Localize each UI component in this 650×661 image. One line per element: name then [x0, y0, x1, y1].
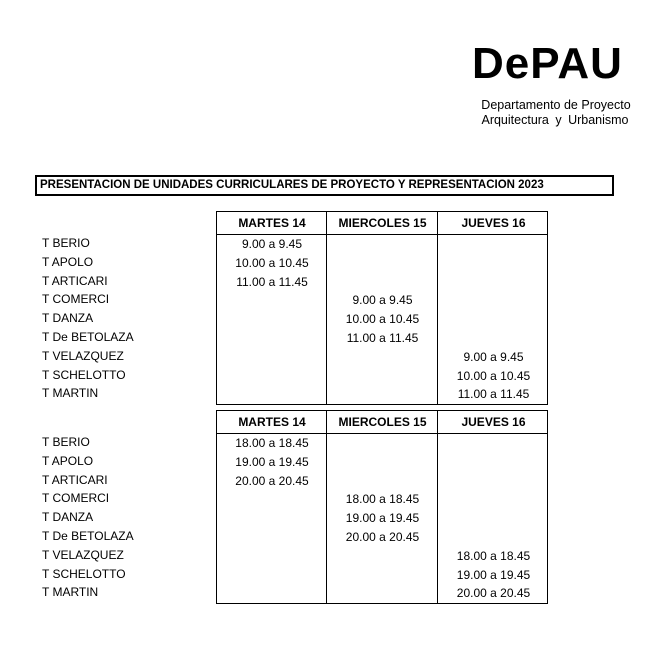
teacher-name: T ARTICARI: [42, 472, 108, 487]
teacher-name: T MARTIN: [42, 585, 99, 600]
time-slot: 11.00 a 11.45: [346, 331, 419, 345]
time-slot: 11.00 a 11.45: [457, 387, 530, 402]
teacher-name: T VELAZQUEZ: [42, 547, 124, 562]
teacher-name: T MARTIN: [42, 386, 99, 401]
teacher-name: T DANZA: [42, 510, 94, 525]
time-slot: 9.00 a 9.45: [241, 237, 303, 251]
time-slot: 10.00 a 10.45: [456, 368, 531, 383]
teacher-name: T De BETOLAZA: [42, 528, 134, 543]
department-name: [470, 98, 640, 128]
time-slot: 11.00 a 11.45: [236, 274, 308, 289]
teacher-name-list: [42, 433, 134, 602]
teacher-name: T COMERCI: [42, 292, 110, 307]
depau-logo: DePAU: [472, 39, 623, 88]
column-header: MIERCOLES 15: [338, 216, 427, 230]
teacher-name: T BERIO: [42, 435, 90, 449]
teacher-name: T SCHELOTTO: [42, 566, 126, 581]
time-slot: 18.00 a 18.45: [456, 548, 531, 563]
teacher-name: T BERIO: [42, 236, 90, 250]
time-slot: 20.00 a 20.45: [235, 473, 309, 488]
time-slot: 19.00 a 19.45: [235, 454, 309, 469]
teacher-name: T COMERCI: [42, 491, 110, 506]
page-title-banner: PRESENTACION DE UNIDADES CURRICULARES DE PROYECTO Y REPRESENTACION 2023: [35, 175, 614, 196]
column-header: JUEVES 16: [461, 415, 526, 429]
time-slot: 20.00 a 20.45: [456, 586, 531, 601]
column-header: JUEVES 16: [461, 216, 526, 230]
time-slot: 19.00 a 19.45: [456, 567, 531, 582]
time-slot: 9.00 a 9.45: [352, 293, 413, 308]
teacher-name: T DANZA: [42, 311, 94, 326]
teacher-name: T De BETOLAZA: [42, 329, 134, 344]
schedule-table: [216, 410, 548, 604]
time-slot: 18.00 a 18.45: [235, 436, 309, 450]
teacher-name: T SCHELOTTO: [42, 367, 126, 382]
teacher-name: T ARTICARI: [42, 273, 108, 288]
department-line-2: Arquitectura y Urbanismo: [481, 113, 629, 127]
time-slot: 19.00 a 19.45: [345, 511, 420, 526]
time-slot: 9.00 a 9.45: [463, 349, 524, 364]
teacher-name-list: [42, 234, 134, 403]
time-slot: 20.00 a 20.45: [345, 530, 420, 544]
time-slot: 18.00 a 18.45: [345, 492, 420, 507]
department-line-1: Departamento de Proyecto: [481, 98, 631, 112]
teacher-name: T APOLO: [42, 453, 94, 468]
schedule-table: [216, 211, 548, 405]
teacher-name: T VELAZQUEZ: [42, 348, 124, 363]
column-header: MARTES 14: [238, 216, 306, 230]
time-slot: 10.00 a 10.45: [345, 312, 420, 327]
teacher-name: T APOLO: [42, 254, 94, 269]
column-header: MIERCOLES 15: [338, 415, 427, 429]
column-header: MARTES 14: [238, 415, 306, 429]
time-slot: 10.00 a 10.45: [235, 255, 309, 270]
